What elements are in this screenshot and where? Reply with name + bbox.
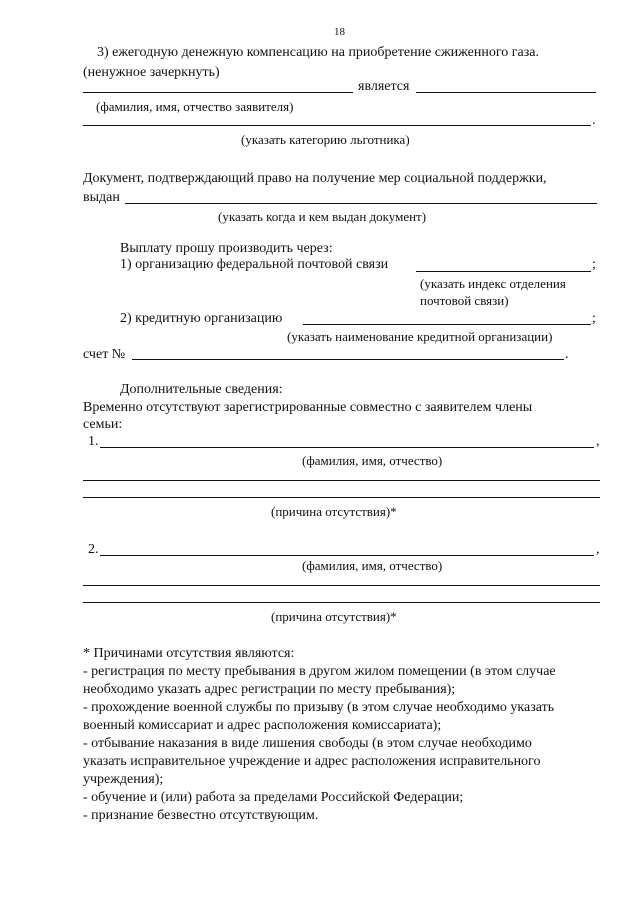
member-1-number: 1. <box>88 434 99 449</box>
bank-field[interactable] <box>303 324 591 325</box>
member-2-name-hint: (фамилия, имя, отчество) <box>302 558 443 573</box>
reasons-title: * Причинами отсутствия являются: <box>83 646 295 661</box>
beneficiary-category-hint: (указать категорию льготника) <box>241 132 410 147</box>
member-1-comma: , <box>596 434 600 449</box>
is-word: является <box>358 79 410 94</box>
reason-line-7: учреждения); <box>83 772 164 787</box>
member-1-reason-field-1[interactable] <box>83 480 600 481</box>
member-2-name-field[interactable] <box>100 555 594 556</box>
member-2-comma: , <box>596 542 600 557</box>
bank-semicolon: ; <box>592 311 596 326</box>
reason-line-9: - признание безвестно отсутствующим. <box>83 808 319 823</box>
bank-hint: (указать наименование кредитной организации) <box>287 329 553 344</box>
reason-line-5: - отбывание наказания в виде лишения свободы (в этом случае необходимо <box>83 736 532 751</box>
applicant-name-hint: (фамилия, имя, отчество заявителя) <box>96 99 294 114</box>
payment-option-bank: 2) кредитную организацию <box>120 311 283 326</box>
post-office-field[interactable] <box>416 271 591 272</box>
member-1-reason-hint: (причина отсутствия)* <box>271 504 397 519</box>
status-field[interactable] <box>416 92 596 93</box>
post-hint-2: почтовой связи) <box>420 293 509 308</box>
reason-line-2: необходимо указать адрес регистрации по месту пребывания); <box>83 682 456 697</box>
page-number: 18 <box>334 26 345 38</box>
extra-line-2: семьи: <box>83 417 123 432</box>
cross-out-note: (ненужное зачеркнуть) <box>83 65 220 80</box>
item-3-text: 3) ежегодную денежную компенсацию на приобретение сжиженного газа. <box>97 45 539 60</box>
reason-line-4: военный комиссариат и адрес расположения комиссариата); <box>83 718 442 733</box>
member-2-reason-field-1[interactable] <box>83 585 600 586</box>
extra-line-1: Временно отсутствуют зарегистрированные совместно с заявителем члены <box>83 400 533 415</box>
post-semicolon: ; <box>592 257 596 272</box>
reason-line-6: указать исправительное учреждение и адрес расположения исправительного <box>83 754 541 769</box>
reason-line-3: - прохождение военной службы по призыву (в этом случае необходимо указать <box>83 700 555 715</box>
member-1-name-field[interactable] <box>100 447 594 448</box>
member-2-reason-hint: (причина отсутствия)* <box>271 609 397 624</box>
document-line: Документ, подтверждающий право на получение мер социальной поддержки, <box>83 171 547 186</box>
member-1-reason-field-2[interactable] <box>83 497 600 498</box>
payment-option-post: 1) организацию федеральной почтовой связи <box>120 257 389 272</box>
reason-line-1: - регистрация по месту пребывания в другом жилом помещении (в этом случае <box>83 664 556 679</box>
payment-title: Выплату прошу производить через: <box>120 241 333 256</box>
member-1-name-hint: (фамилия, имя, отчество) <box>302 453 443 468</box>
post-hint-1: (указать индекс отделения <box>420 276 566 291</box>
issued-field[interactable] <box>125 203 597 204</box>
issued-label: выдан <box>83 190 120 205</box>
account-label: счет № <box>83 347 126 362</box>
account-period: . <box>565 347 569 362</box>
beneficiary-category-field[interactable] <box>83 125 591 126</box>
account-field[interactable] <box>132 359 564 360</box>
reason-line-8: - обучение и (или) работа за пределами Российской Федерации; <box>83 790 464 805</box>
applicant-name-field[interactable] <box>83 92 353 93</box>
member-2-number: 2. <box>88 542 99 557</box>
period-mark: . <box>592 113 596 128</box>
member-2-reason-field-2[interactable] <box>83 602 600 603</box>
extra-title: Дополнительные сведения: <box>120 382 283 397</box>
issued-hint: (указать когда и кем выдан документ) <box>218 209 427 224</box>
